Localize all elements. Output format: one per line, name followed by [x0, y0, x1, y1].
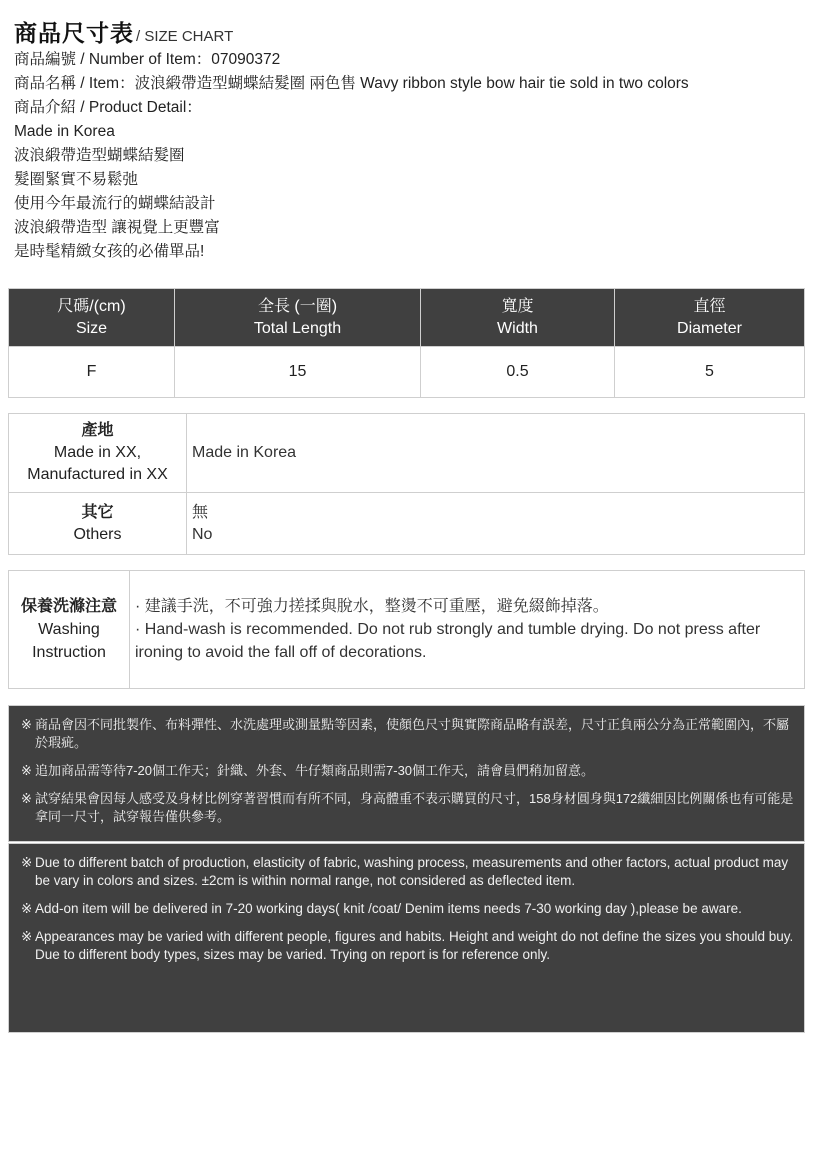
washing-label: 保養洗滌注意 Washing Instruction: [9, 571, 130, 689]
washing-instruction-en: · Hand-wash is recommended. Do not rub strongly and tumble drying. Do not press after ironing to avoid the fall off of decorations.: [135, 621, 761, 661]
notice-item: ※ Due to different batch of production, elasticity of fabric, washing process, measurements and other factors, actual product may be vary in colors and sizes. ±2cm is within normal range, not considered as deflected item.: [21, 855, 789, 888]
column-header-width: 寬度 Width: [421, 289, 615, 347]
product-detail-label: 商品介紹 / Product Detail：: [14, 99, 202, 116]
origin-value: Made in Korea: [187, 414, 805, 493]
detail-line: 髮圈緊實不易鬆弛: [14, 171, 139, 188]
others-row: [9, 493, 805, 555]
notice-en: [8, 843, 805, 1033]
title-zh: 商品尺寸表: [14, 20, 134, 46]
washing-value: [130, 571, 805, 689]
reference-mark-icon: ※: [21, 791, 32, 806]
detail-line: Made in Korea: [14, 123, 115, 140]
table-row: [9, 347, 805, 398]
reference-mark-icon: ※: [21, 901, 33, 916]
origin-row: [9, 414, 805, 493]
title-en: / SIZE CHART: [136, 28, 234, 45]
product-header: [14, 14, 804, 264]
origin-label: 產地 Made in XX, Manufactured in XX: [9, 414, 187, 493]
washing-row: [9, 571, 805, 689]
notice-item: ※ Add-on item will be delivered in 7-20 working days( knit /coat/ Denim items needs 7-30 working day ),please be aware.: [21, 901, 742, 916]
others-label: 其它 Others: [9, 493, 187, 555]
detail-line: 波浪緞帶造型蝴蝶結髮圈: [14, 147, 185, 164]
washing-instruction-zh: · 建議手洗，不可強力搓揉與脫水，整燙不可重壓，避免綴飾掉落。: [135, 598, 609, 615]
reference-mark-icon: ※: [21, 855, 33, 870]
reference-mark-icon: ※: [21, 717, 32, 732]
reference-mark-icon: ※: [21, 929, 33, 944]
cell-size: F: [9, 347, 175, 398]
cell-diameter: 5: [615, 347, 805, 398]
origin-table: [8, 413, 805, 555]
cell-width: 0.5: [421, 347, 615, 398]
size-table-header: [9, 289, 805, 347]
notice-item: ※ 試穿結果會因每人感受及身材比例穿著習慣而有所不同，身高體重不表示購買的尺寸，158身材圓身與172纖細因比例關係也有可能是拿同一尺寸，試穿報告僅供參考。: [21, 791, 794, 824]
column-header-total-length: 全長 (一圈) Total Length: [175, 289, 421, 347]
column-header-size: 尺碼/(cm) Size: [9, 289, 175, 347]
detail-line: 波浪緞帶造型 讓視覺上更豐富: [14, 219, 220, 236]
item-name: 商品名稱 / Item：波浪緞帶造型蝴蝶結髮圈 兩色售 Wavy ribbon style bow hair tie sold in two colors: [14, 75, 689, 92]
item-number: 商品編號 / Number of Item：07090372: [14, 51, 281, 68]
others-value: 無 No: [187, 493, 805, 555]
reference-mark-icon: ※: [21, 763, 32, 778]
notice-item: ※ Appearances may be varied with different people, figures and habits. Height and weight do not define the sizes you should buy. Due to different body types, sizes may be varied. Trying on report is for reference only.: [21, 929, 794, 962]
page-title: [14, 14, 804, 48]
column-header-diameter: 直徑 Diameter: [615, 289, 805, 347]
washing-table: [8, 570, 805, 689]
notice-item: ※ 商品會因不同批製作、布料彈性、水洗處理或測量點等因素，使顏色尺寸與實際商品略有誤差，尺寸正負兩公分為正常範圍內，不屬於瑕疵。: [21, 717, 790, 750]
detail-line: 使用今年最流行的蝴蝶結設計: [14, 195, 216, 212]
notice-item: ※ 追加商品需等待7-20個工作天；針織、外套、牛仔類商品則需7-30個工作天，請會員們稍加留意。: [21, 763, 595, 778]
cell-total-length: 15: [175, 347, 421, 398]
detail-line: 是時髦精緻女孩的必備單品!: [14, 243, 205, 260]
notice-zh: [8, 705, 805, 842]
size-table: [8, 288, 805, 398]
